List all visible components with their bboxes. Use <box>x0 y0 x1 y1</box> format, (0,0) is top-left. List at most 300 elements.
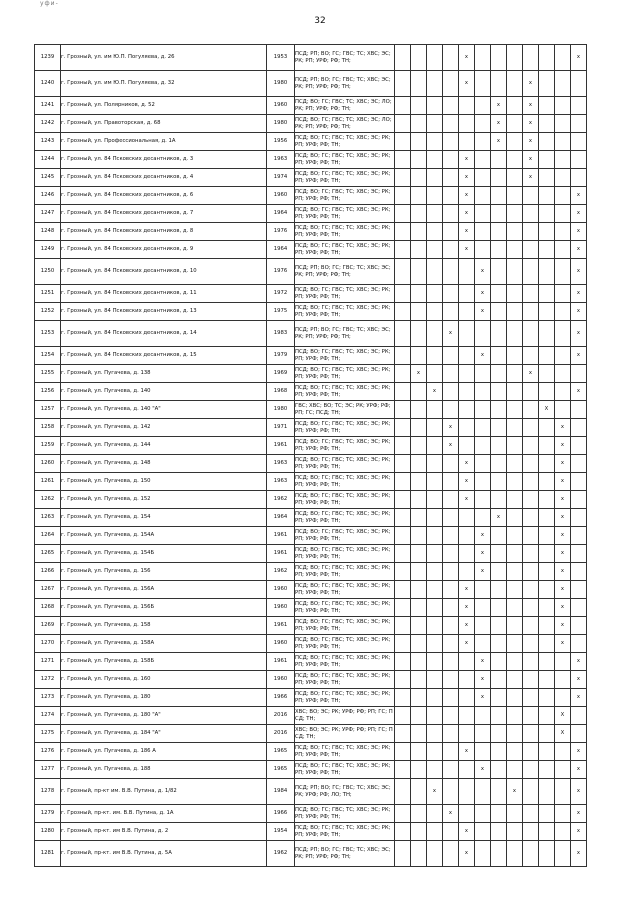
cell-period-mark <box>427 187 443 205</box>
table-row <box>35 473 587 491</box>
cell-address: г. Грозный, пр-кт. им. В.В. Путина, д. 1А <box>61 805 267 823</box>
cell-period-mark <box>491 823 507 841</box>
cell-period-mark <box>443 223 459 241</box>
cell-period-mark: x <box>475 347 491 365</box>
cell-period-mark: X <box>539 401 555 419</box>
cell-period-mark <box>571 169 587 187</box>
cell-period-mark <box>427 545 443 563</box>
cell-period-mark <box>539 259 555 285</box>
cell-period-mark: x <box>443 419 459 437</box>
cell-period-mark <box>539 823 555 841</box>
cell-period-mark <box>395 383 411 401</box>
cell-period-mark <box>395 259 411 285</box>
cell-period-mark <box>491 71 507 97</box>
cell-period-mark <box>411 169 427 187</box>
cell-period-mark <box>395 71 411 97</box>
cell-year: 1960 <box>267 635 295 653</box>
cell-period-mark <box>539 635 555 653</box>
cell-period-mark <box>491 151 507 169</box>
cell-period-mark <box>459 419 475 437</box>
cell-period-mark: x <box>459 455 475 473</box>
cell-period-mark <box>427 285 443 303</box>
cell-period-mark <box>491 187 507 205</box>
cell-period-mark <box>427 823 443 841</box>
cell-period-mark <box>427 97 443 115</box>
table-row <box>35 805 587 823</box>
table-row <box>35 383 587 401</box>
cell-period-mark <box>507 725 523 743</box>
cell-period-mark <box>395 563 411 581</box>
cell-period-mark <box>523 223 539 241</box>
cell-period-mark <box>523 779 539 805</box>
cell-period-mark <box>539 491 555 509</box>
cell-number: 1264 <box>35 527 61 545</box>
cell-number: 1257 <box>35 401 61 419</box>
cell-period-mark <box>507 671 523 689</box>
cell-period-mark <box>427 725 443 743</box>
table-row <box>35 321 587 347</box>
cell-address: г. Грозный, ул. Профессиональная, д. 1А <box>61 133 267 151</box>
cell-works-list: ПСД; РП; ВО; ГС; ГВС; ТС; ХВС; ЭС; РК; РП; УРФ; РФ; ТН; <box>295 841 395 867</box>
cell-period-mark <box>507 823 523 841</box>
cell-period-mark <box>395 841 411 867</box>
cell-period-mark <box>411 205 427 223</box>
cell-period-mark <box>491 671 507 689</box>
cell-period-mark <box>395 689 411 707</box>
cell-works-list: ПСД; РП; ВО; ГС; ГВС; ТС; ХВС; ЭС; РК; РП; УРФ; РФ; ТН; <box>295 259 395 285</box>
cell-period-mark: x <box>555 581 571 599</box>
cell-period-mark <box>427 671 443 689</box>
cell-period-mark <box>491 635 507 653</box>
cell-period-mark <box>491 223 507 241</box>
cell-works-list: ПСД; ВО; ГС; ГВС; ТС; ХВС; ЭС; РК; РП; УРФ; РФ; ТН; <box>295 151 395 169</box>
cell-period-mark <box>443 473 459 491</box>
cell-period-mark: x <box>555 491 571 509</box>
cell-period-mark <box>427 241 443 259</box>
cell-period-mark <box>411 805 427 823</box>
cell-number: 1245 <box>35 169 61 187</box>
cell-address: г. Грозный, ул. 84 Псковских десантников, д. 15 <box>61 347 267 365</box>
cell-works-list: ПСД; ВО; ГС; ГВС; ТС; ХВС; ЭС; РК; РП; УРФ; РФ; ТН; <box>295 133 395 151</box>
cell-period-mark: x <box>571 321 587 347</box>
cell-period-mark <box>491 491 507 509</box>
cell-period-mark <box>555 321 571 347</box>
cell-period-mark <box>539 169 555 187</box>
cell-period-mark <box>395 437 411 455</box>
cell-number: 1265 <box>35 545 61 563</box>
cell-period-mark: x <box>555 599 571 617</box>
cell-period-mark <box>571 707 587 725</box>
cell-period-mark <box>475 779 491 805</box>
cell-period-mark: x <box>555 617 571 635</box>
cell-period-mark <box>395 527 411 545</box>
table-row <box>35 707 587 725</box>
cell-period-mark <box>411 303 427 321</box>
cell-works-list: ПСД; ВО; ГС; ГВС; ТС; ХВС; ЭС; РК; РП; УРФ; РФ; ТН; <box>295 545 395 563</box>
cell-period-mark <box>491 455 507 473</box>
cell-period-mark <box>395 45 411 71</box>
cell-period-mark <box>475 187 491 205</box>
cell-number: 1251 <box>35 285 61 303</box>
cell-period-mark <box>507 169 523 187</box>
cell-period-mark: x <box>571 45 587 71</box>
cell-period-mark <box>555 761 571 779</box>
cell-period-mark <box>507 581 523 599</box>
cell-period-mark: x <box>555 545 571 563</box>
cell-period-mark: x <box>427 779 443 805</box>
cell-number: 1270 <box>35 635 61 653</box>
cell-period-mark <box>443 725 459 743</box>
cell-period-mark <box>507 97 523 115</box>
cell-year: 1975 <box>267 303 295 321</box>
cell-period-mark <box>395 401 411 419</box>
cell-period-mark <box>427 617 443 635</box>
cell-period-mark <box>427 689 443 707</box>
table-row <box>35 259 587 285</box>
cell-period-mark: x <box>555 437 571 455</box>
cell-period-mark <box>443 743 459 761</box>
cell-period-mark <box>523 241 539 259</box>
cell-period-mark <box>475 133 491 151</box>
cell-period-mark <box>523 259 539 285</box>
cell-period-mark <box>491 563 507 581</box>
cell-period-mark <box>411 653 427 671</box>
cell-period-mark <box>507 187 523 205</box>
cell-period-mark <box>555 169 571 187</box>
cell-period-mark: x <box>571 841 587 867</box>
cell-period-mark <box>443 115 459 133</box>
cell-period-mark <box>571 437 587 455</box>
cell-address: г. Грозный, ул. Пугачева, д. 156Б <box>61 599 267 617</box>
cell-works-list: ПСД; ВО; ГС; ГВС; ТС; ХВС; ЭС; РК; РП; УРФ; РФ; ТН; <box>295 617 395 635</box>
cell-period-mark <box>443 455 459 473</box>
cell-period-mark <box>443 707 459 725</box>
cell-period-mark: x <box>523 151 539 169</box>
cell-period-mark <box>507 133 523 151</box>
cell-address: г. Грозный, ул. Пугачева, д. 140 "А" <box>61 401 267 419</box>
cell-works-list: ПСД; ВО; ГС; ГВС; ТС; ХВС; ЭС; РК; РП; УРФ; РФ; ТН; <box>295 303 395 321</box>
cell-address: г. Грозный, ул. 84 Псковских десантников, д. 9 <box>61 241 267 259</box>
cell-period-mark <box>427 841 443 867</box>
cell-period-mark: x <box>571 187 587 205</box>
cell-period-mark <box>491 779 507 805</box>
cell-year: 1960 <box>267 581 295 599</box>
cell-period-mark <box>427 401 443 419</box>
cell-period-mark <box>523 707 539 725</box>
cell-period-mark <box>555 779 571 805</box>
cell-period-mark <box>491 689 507 707</box>
cell-year: 1953 <box>267 45 295 71</box>
cell-period-mark <box>411 115 427 133</box>
cell-period-mark <box>443 617 459 635</box>
cell-number: 1280 <box>35 823 61 841</box>
cell-period-mark: x <box>571 223 587 241</box>
table-row <box>35 823 587 841</box>
cell-period-mark <box>427 115 443 133</box>
cell-period-mark: x <box>459 617 475 635</box>
table-row <box>35 563 587 581</box>
cell-period-mark <box>411 347 427 365</box>
cell-period-mark <box>555 205 571 223</box>
cell-period-mark <box>571 365 587 383</box>
cell-year: 1980 <box>267 115 295 133</box>
cell-period-mark <box>523 805 539 823</box>
cell-works-list: ПСД; РП; ВО; ГС; ГВС; ТС; ХВС; ЭС; РК; РП; УРФ; РФ; ТН; <box>295 321 395 347</box>
cell-number: 1253 <box>35 321 61 347</box>
cell-period-mark <box>443 71 459 97</box>
cell-works-list: ПСД; ВО; ГС; ГВС; ТС; ХВС; ЭС; РК; РП; УРФ; РФ; ТН; <box>295 527 395 545</box>
cell-period-mark <box>523 743 539 761</box>
cell-period-mark <box>523 563 539 581</box>
cell-period-mark <box>443 303 459 321</box>
cell-period-mark <box>475 707 491 725</box>
cell-year: 1961 <box>267 653 295 671</box>
cell-year: 1983 <box>267 321 295 347</box>
cell-period-mark <box>411 841 427 867</box>
cell-period-mark <box>459 321 475 347</box>
cell-period-mark <box>427 133 443 151</box>
cell-address: г. Грозный, ул. Пугачева, д. 154А <box>61 527 267 545</box>
cell-period-mark <box>571 473 587 491</box>
cell-period-mark <box>443 761 459 779</box>
cell-works-list: ПСД; ВО; ГС; ГВС; ТС; ХВС; ЭС; РК; РП; УРФ; РФ; ТН; <box>295 347 395 365</box>
cell-year: 1963 <box>267 455 295 473</box>
cell-period-mark <box>555 841 571 867</box>
cell-period-mark <box>571 545 587 563</box>
cell-period-mark <box>571 455 587 473</box>
cell-period-mark <box>395 187 411 205</box>
cell-period-mark <box>443 635 459 653</box>
cell-period-mark <box>475 365 491 383</box>
cell-period-mark <box>411 527 427 545</box>
cell-address: г. Грозный, ул. Пугачева, д. 142 <box>61 419 267 437</box>
cell-address: г. Грозный, ул. им Ю.П. Погуляева, д. 26 <box>61 45 267 71</box>
cell-period-mark <box>507 563 523 581</box>
cell-year: 1962 <box>267 563 295 581</box>
cell-period-mark <box>475 205 491 223</box>
cell-address: г. Грозный, ул. Пугачева, д. 186 А <box>61 743 267 761</box>
cell-works-list: ПСД; ВО; ГС; ГВС; ТС; ХВС; ЭС; РК; РП; УРФ; РФ; ТН; <box>295 761 395 779</box>
cell-period-mark <box>395 241 411 259</box>
cell-period-mark <box>571 581 587 599</box>
cell-period-mark <box>539 671 555 689</box>
cell-number: 1246 <box>35 187 61 205</box>
cell-period-mark <box>523 599 539 617</box>
cell-period-mark <box>523 841 539 867</box>
cell-period-mark <box>555 383 571 401</box>
cell-number: 1244 <box>35 151 61 169</box>
cell-works-list: ПСД; ВО; ГС; ГВС; ТС; ХВС; ЭС; РК; РП; УРФ; РФ; ТН; <box>295 187 395 205</box>
cell-year: 1968 <box>267 383 295 401</box>
cell-period-mark <box>539 205 555 223</box>
cell-period-mark <box>395 97 411 115</box>
cell-period-mark <box>427 347 443 365</box>
cell-period-mark <box>571 71 587 97</box>
cell-period-mark: x <box>443 321 459 347</box>
cell-period-mark <box>539 563 555 581</box>
cell-year: 1962 <box>267 491 295 509</box>
cell-number: 1277 <box>35 761 61 779</box>
cell-number: 1258 <box>35 419 61 437</box>
cell-period-mark: x <box>459 71 475 97</box>
cell-period-mark <box>475 617 491 635</box>
cell-period-mark <box>507 285 523 303</box>
cell-period-mark <box>491 707 507 725</box>
cell-period-mark <box>459 509 475 527</box>
cell-address: г. Грозный, ул. Пугачева, д. 188 <box>61 761 267 779</box>
cell-period-mark <box>507 419 523 437</box>
cell-period-mark: x <box>459 599 475 617</box>
cell-period-mark <box>459 365 475 383</box>
table-row <box>35 725 587 743</box>
cell-period-mark <box>395 653 411 671</box>
cell-works-list: ГВС; ХВС; ВО; ТС; ЭС; РК; УРФ; РФ; РП; ГС; ПСД; ТН; <box>295 401 395 419</box>
cell-works-list: ПСД; ВО; ГС; ГВС; ТС; ХВС; ЭС; РК; РП; УРФ; РФ; ТН; <box>295 491 395 509</box>
table-row <box>35 841 587 867</box>
cell-period-mark <box>427 581 443 599</box>
cell-period-mark <box>539 509 555 527</box>
cell-period-mark <box>395 617 411 635</box>
cell-address: г. Грозный, ул. Правоторская, д. 68 <box>61 115 267 133</box>
cell-period-mark: x <box>523 97 539 115</box>
cell-period-mark: x <box>555 563 571 581</box>
cell-period-mark <box>507 321 523 347</box>
cell-number: 1274 <box>35 707 61 725</box>
cell-year: 1964 <box>267 509 295 527</box>
cell-period-mark <box>571 617 587 635</box>
cell-period-mark <box>507 617 523 635</box>
cell-period-mark <box>491 617 507 635</box>
cell-period-mark <box>491 169 507 187</box>
cell-year: 1969 <box>267 365 295 383</box>
cell-address: г. Грозный, ул. Пугачева, д. 144 <box>61 437 267 455</box>
cell-period-mark <box>395 581 411 599</box>
cell-address: г. Грозный, ул. 84 Псковских десантников, д. 3 <box>61 151 267 169</box>
cell-period-mark <box>555 133 571 151</box>
cell-period-mark <box>411 401 427 419</box>
cell-period-mark <box>539 653 555 671</box>
cell-period-mark <box>555 223 571 241</box>
cell-works-list: ПСД; ВО; ГС; ГВС; ТС; ХВС; ЭС; РК; РП; УРФ; РФ; ТН; <box>295 205 395 223</box>
cell-address: г. Грозный, пр-кт. им В.В. Путина, д. 5А <box>61 841 267 867</box>
cell-period-mark <box>555 365 571 383</box>
cell-period-mark <box>491 303 507 321</box>
table-row <box>35 653 587 671</box>
table-row <box>35 401 587 419</box>
cell-period-mark: x <box>571 671 587 689</box>
table-row <box>35 491 587 509</box>
cell-period-mark <box>523 473 539 491</box>
cell-period-mark <box>411 285 427 303</box>
cell-period-mark <box>443 823 459 841</box>
cell-period-mark <box>555 187 571 205</box>
cell-period-mark <box>539 473 555 491</box>
cell-period-mark: x <box>523 115 539 133</box>
cell-year: 1980 <box>267 401 295 419</box>
cell-period-mark <box>475 841 491 867</box>
cell-year: 1965 <box>267 761 295 779</box>
cell-period-mark: x <box>459 743 475 761</box>
cell-period-mark <box>459 303 475 321</box>
cell-address: г. Грозный, ул. 84 Псковских десантников, д. 6 <box>61 187 267 205</box>
table-row <box>35 133 587 151</box>
cell-period-mark <box>507 635 523 653</box>
cell-year: 1979 <box>267 347 295 365</box>
table-row <box>35 303 587 321</box>
cell-period-mark <box>427 805 443 823</box>
cell-period-mark <box>523 383 539 401</box>
cell-number: 1241 <box>35 97 61 115</box>
cell-address: г. Грозный, пр-кт. им В.В. Путина, д. 2 <box>61 823 267 841</box>
cell-period-mark <box>539 617 555 635</box>
cell-address: г. Грозный, ул. 84 Псковских десантников, д. 4 <box>61 169 267 187</box>
cell-period-mark <box>555 259 571 285</box>
cell-period-mark <box>491 419 507 437</box>
cell-period-mark <box>395 509 411 527</box>
cell-period-mark <box>443 151 459 169</box>
cell-period-mark <box>539 707 555 725</box>
cell-period-mark: x <box>507 779 523 805</box>
cell-period-mark <box>459 401 475 419</box>
cell-period-mark <box>475 581 491 599</box>
cell-number: 1276 <box>35 743 61 761</box>
cell-address: г. Грозный, ул. 84 Псковских десантников, д. 13 <box>61 303 267 321</box>
cell-period-mark <box>427 761 443 779</box>
cell-period-mark <box>411 419 427 437</box>
cell-period-mark <box>507 437 523 455</box>
cell-period-mark <box>427 365 443 383</box>
cell-period-mark <box>411 437 427 455</box>
cell-year: 1963 <box>267 151 295 169</box>
cell-period-mark <box>443 383 459 401</box>
cell-period-mark: x <box>571 689 587 707</box>
cell-period-mark <box>539 133 555 151</box>
cell-period-mark <box>427 653 443 671</box>
cell-period-mark <box>395 743 411 761</box>
cell-period-mark <box>459 383 475 401</box>
cell-period-mark: x <box>555 455 571 473</box>
cell-year: 1963 <box>267 473 295 491</box>
cell-period-mark <box>427 491 443 509</box>
cell-period-mark <box>411 187 427 205</box>
cell-period-mark <box>555 653 571 671</box>
cell-period-mark <box>555 45 571 71</box>
cell-period-mark <box>443 45 459 71</box>
cell-period-mark <box>507 689 523 707</box>
cell-period-mark <box>411 455 427 473</box>
cell-period-mark: x <box>571 241 587 259</box>
cell-period-mark <box>523 419 539 437</box>
cell-year: 1984 <box>267 779 295 805</box>
cell-period-mark <box>571 599 587 617</box>
cell-period-mark <box>411 761 427 779</box>
table-row <box>35 419 587 437</box>
cell-period-mark <box>443 97 459 115</box>
cell-period-mark <box>539 45 555 71</box>
cell-period-mark <box>539 437 555 455</box>
cell-period-mark <box>507 455 523 473</box>
cell-period-mark <box>555 805 571 823</box>
cell-year: 1962 <box>267 841 295 867</box>
cell-period-mark <box>523 347 539 365</box>
cell-period-mark <box>539 805 555 823</box>
cell-number: 1259 <box>35 437 61 455</box>
cell-address: г. Грозный, ул. Пугачева, д. 184 "А" <box>61 725 267 743</box>
cell-period-mark: x <box>571 383 587 401</box>
cell-period-mark <box>459 671 475 689</box>
cell-address: г. Грозный, ул. Пугачева, д. 180 "А" <box>61 707 267 725</box>
cell-period-mark <box>411 563 427 581</box>
